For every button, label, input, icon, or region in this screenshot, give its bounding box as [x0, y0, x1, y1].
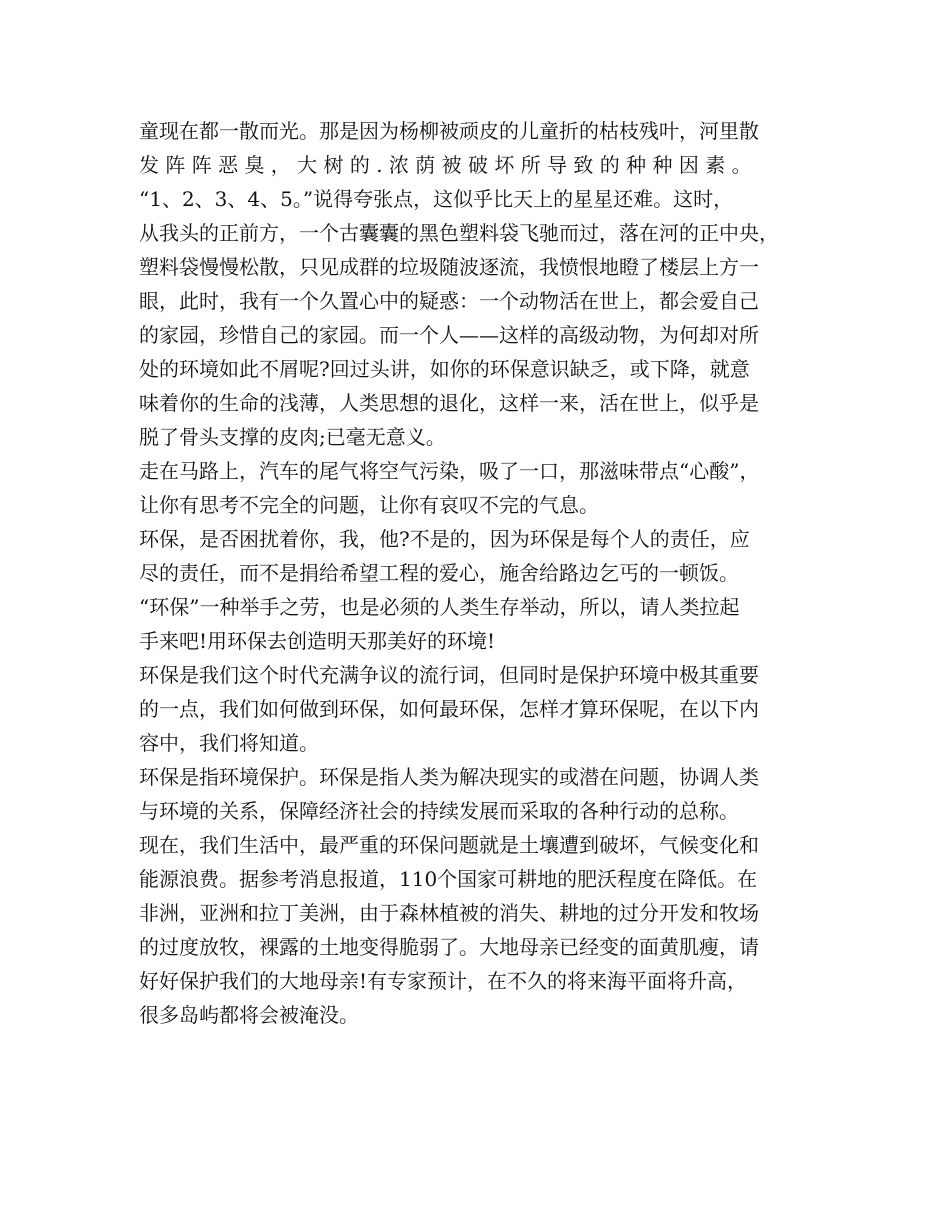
text-line: 好好保护我们的大地母亲!有专家预计，在不久的将来海平面将升高， [139, 969, 748, 993]
text-line: 从我头的正前方，一个古囊囊的黑色塑料袋飞驰而过，落在河的正中央， [139, 221, 779, 245]
text-line: 环保，是否困扰着你，我，他?不是的，因为环保是每个人的责任，应 [139, 527, 750, 551]
text-line: 环保是我们这个时代充满争议的流行词，但同时是保护环境中极其重要 [139, 663, 759, 687]
text-line: 塑料袋慢慢松散，只见成群的垃圾随波逐流，我愤恨地瞪了楼层上方一 [139, 255, 759, 279]
text-line: 的一点，我们如何做到环保，如何最环保，怎样才算环保呢，在以下内 [139, 697, 759, 721]
text-line: 现在，我们生活中，最严重的环保问题就是土壤遭到破坏，气候变化和 [139, 833, 759, 857]
text-line: 的过度放牧，裸露的土地变得脆弱了。大地母亲已经变的面黄肌瘦，请 [139, 935, 759, 959]
text-line: 的家园，珍惜自己的家园。而一个人——这样的高级动物，为何却对所 [139, 323, 759, 347]
text-line: 味着你的生命的浅薄，人类思想的退化，这样一来，活在世上，似乎是 [139, 391, 759, 415]
text-line: 容中，我们将知道。 [139, 731, 319, 755]
text-line: 手来吧!用环保去创造明天那美好的环境! [139, 629, 496, 653]
text-line: 很多岛屿都将会被淹没。 [139, 1003, 359, 1027]
text-line: 眼，此时，我有一个久置心中的疑惑：一个动物活在世上，都会爱自己 [139, 289, 759, 313]
text-line: 发 阵 阵 恶 臭 ， 大 树 的 . 浓 荫 被 破 坏 所 导 致 的 种 种 因 素 。 [139, 153, 752, 177]
text-line: 童现在都一散而光。那是因为杨柳被顽皮的儿童折的枯枝残叶，河里散 [139, 119, 759, 143]
text-line: 尽的责任，而不是捐给希望工程的爱心，施舍给路边乞丐的一顿饭。 [139, 561, 739, 585]
text-line: 环保是指环境保护。环保是指人类为解决现实的或潜在问题，协调人类 [139, 765, 759, 789]
text-line: 走在马路上，汽车的尾气将空气污染，吸了一口，那滋味带点“心酸”， [139, 459, 760, 483]
text-line: “1、2、3、4、5。”说得夸张点，这似乎比天上的星星还难。这时， [139, 187, 734, 211]
text-line: 脱了骨头支撑的皮肉;已毫无意义。 [139, 425, 446, 449]
text-line: “环保”一种举手之劳，也是必须的人类生存举动，所以，请人类拉起 [139, 595, 740, 619]
text-line: 非洲，亚洲和拉丁美洲，由于森林植被的消失、耕地的过分开发和牧场 [139, 901, 759, 925]
text-line: 处的环境如此不屑呢?回过头讲，如你的环保意识缺乏，或下降，就意 [139, 357, 750, 381]
text-line: 与环境的关系，保障经济社会的持续发展而采取的各种行动的总称。 [139, 799, 739, 823]
text-line: 让你有思考不完全的问题，让你有哀叹不完的气息。 [139, 493, 599, 517]
body-text [139, 114, 829, 1032]
text-line: 能源浪费。据参考消息报道，110个国家可耕地的肥沃程度在降低。在 [139, 867, 758, 891]
